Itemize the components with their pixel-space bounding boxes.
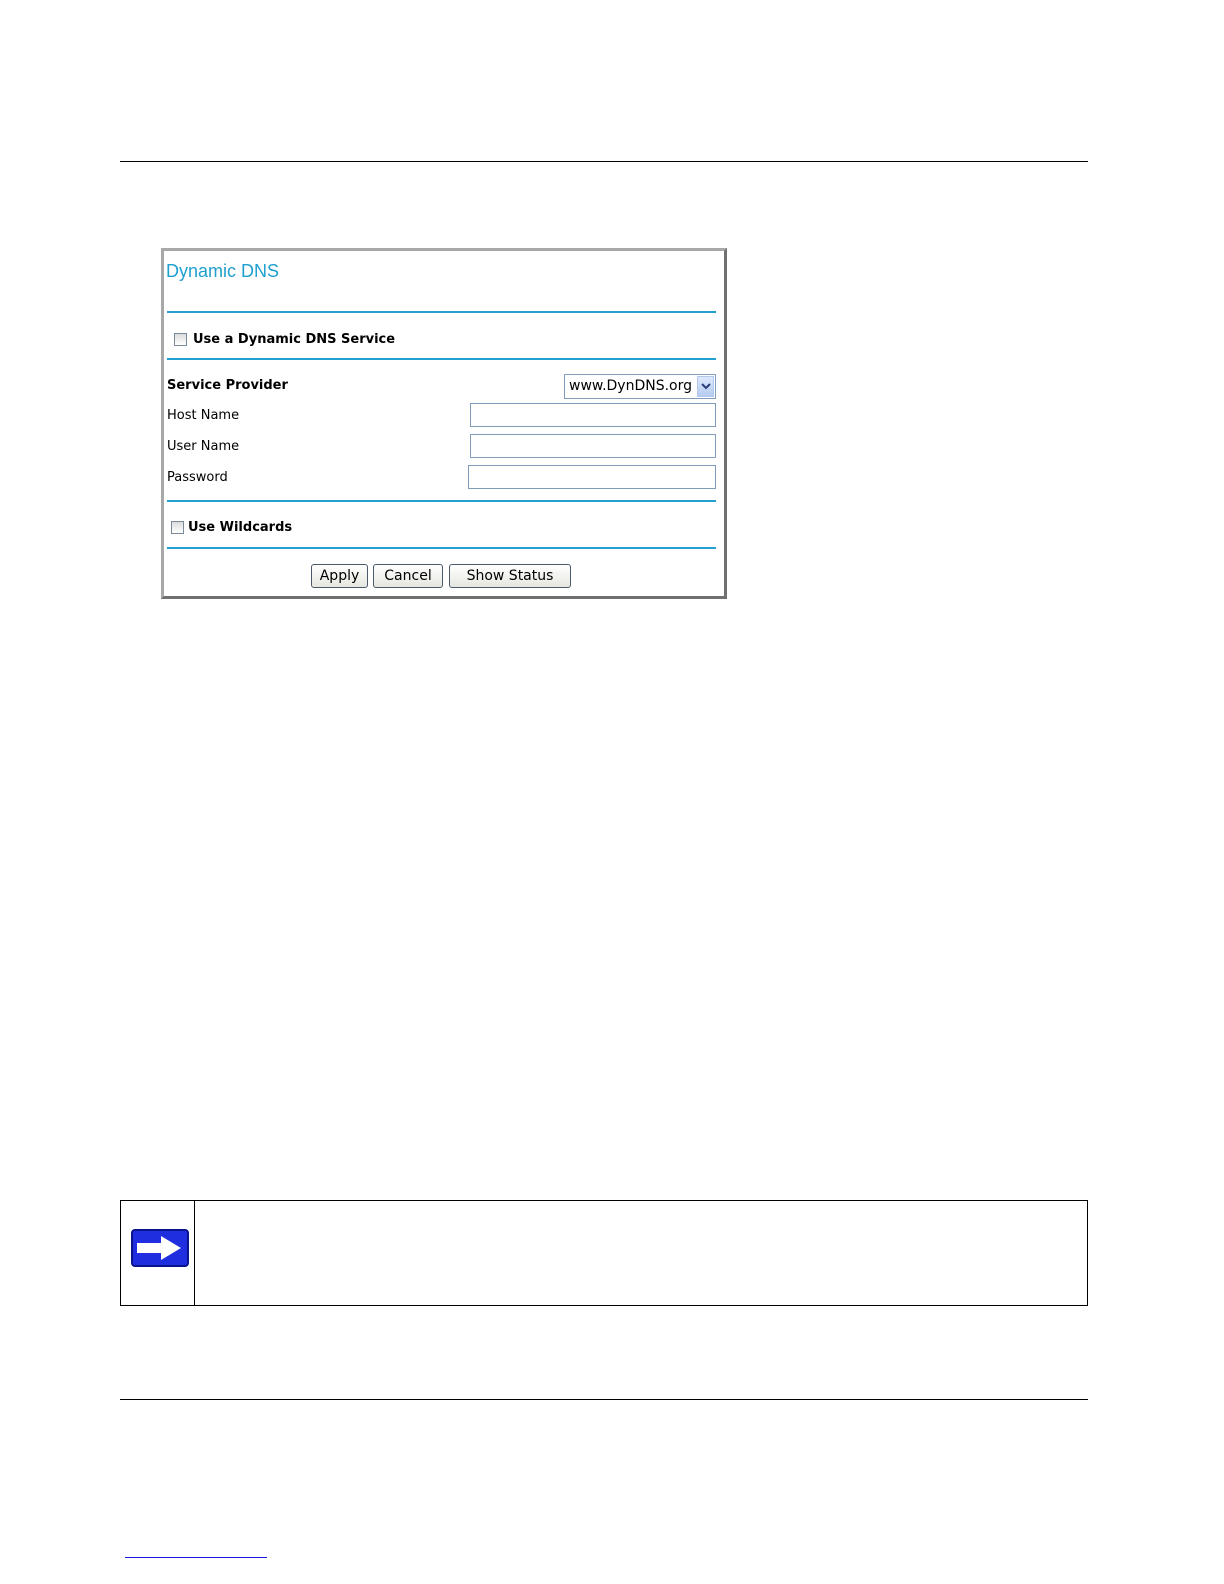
divider [167,311,716,313]
chevron-down-icon[interactable] [697,376,714,397]
use-ddns-checkbox[interactable] [174,333,187,346]
divider [167,500,716,502]
divider [167,358,716,360]
show-status-button[interactable]: Show Status [449,564,571,588]
service-provider-value: www.DynDNS.org [569,378,693,394]
user-name-input[interactable] [470,434,716,458]
note-box [120,1200,1088,1306]
password-input[interactable] [468,465,716,489]
footer-rule [120,1399,1088,1400]
page-title: Dynamic DNS [166,261,280,281]
footer-link-underline [125,1557,267,1558]
dynamic-dns-panel [161,248,727,599]
cancel-button[interactable]: Cancel [373,564,443,588]
use-wildcards-checkbox[interactable] [171,521,184,534]
host-name-label: Host Name [167,408,240,423]
use-ddns-label: Use a Dynamic DNS Service [193,332,396,347]
use-wildcards-label: Use Wildcards [188,520,293,535]
host-name-input[interactable] [470,403,716,427]
user-name-label: User Name [167,439,240,454]
service-provider-select[interactable] [564,374,716,399]
arrow-right-icon [131,1229,189,1272]
header-rule [120,161,1088,162]
password-label: Password [167,470,228,485]
divider [167,547,716,549]
apply-button[interactable]: Apply [311,564,368,588]
service-provider-label: Service Provider [167,378,288,393]
note-divider [194,1201,195,1305]
